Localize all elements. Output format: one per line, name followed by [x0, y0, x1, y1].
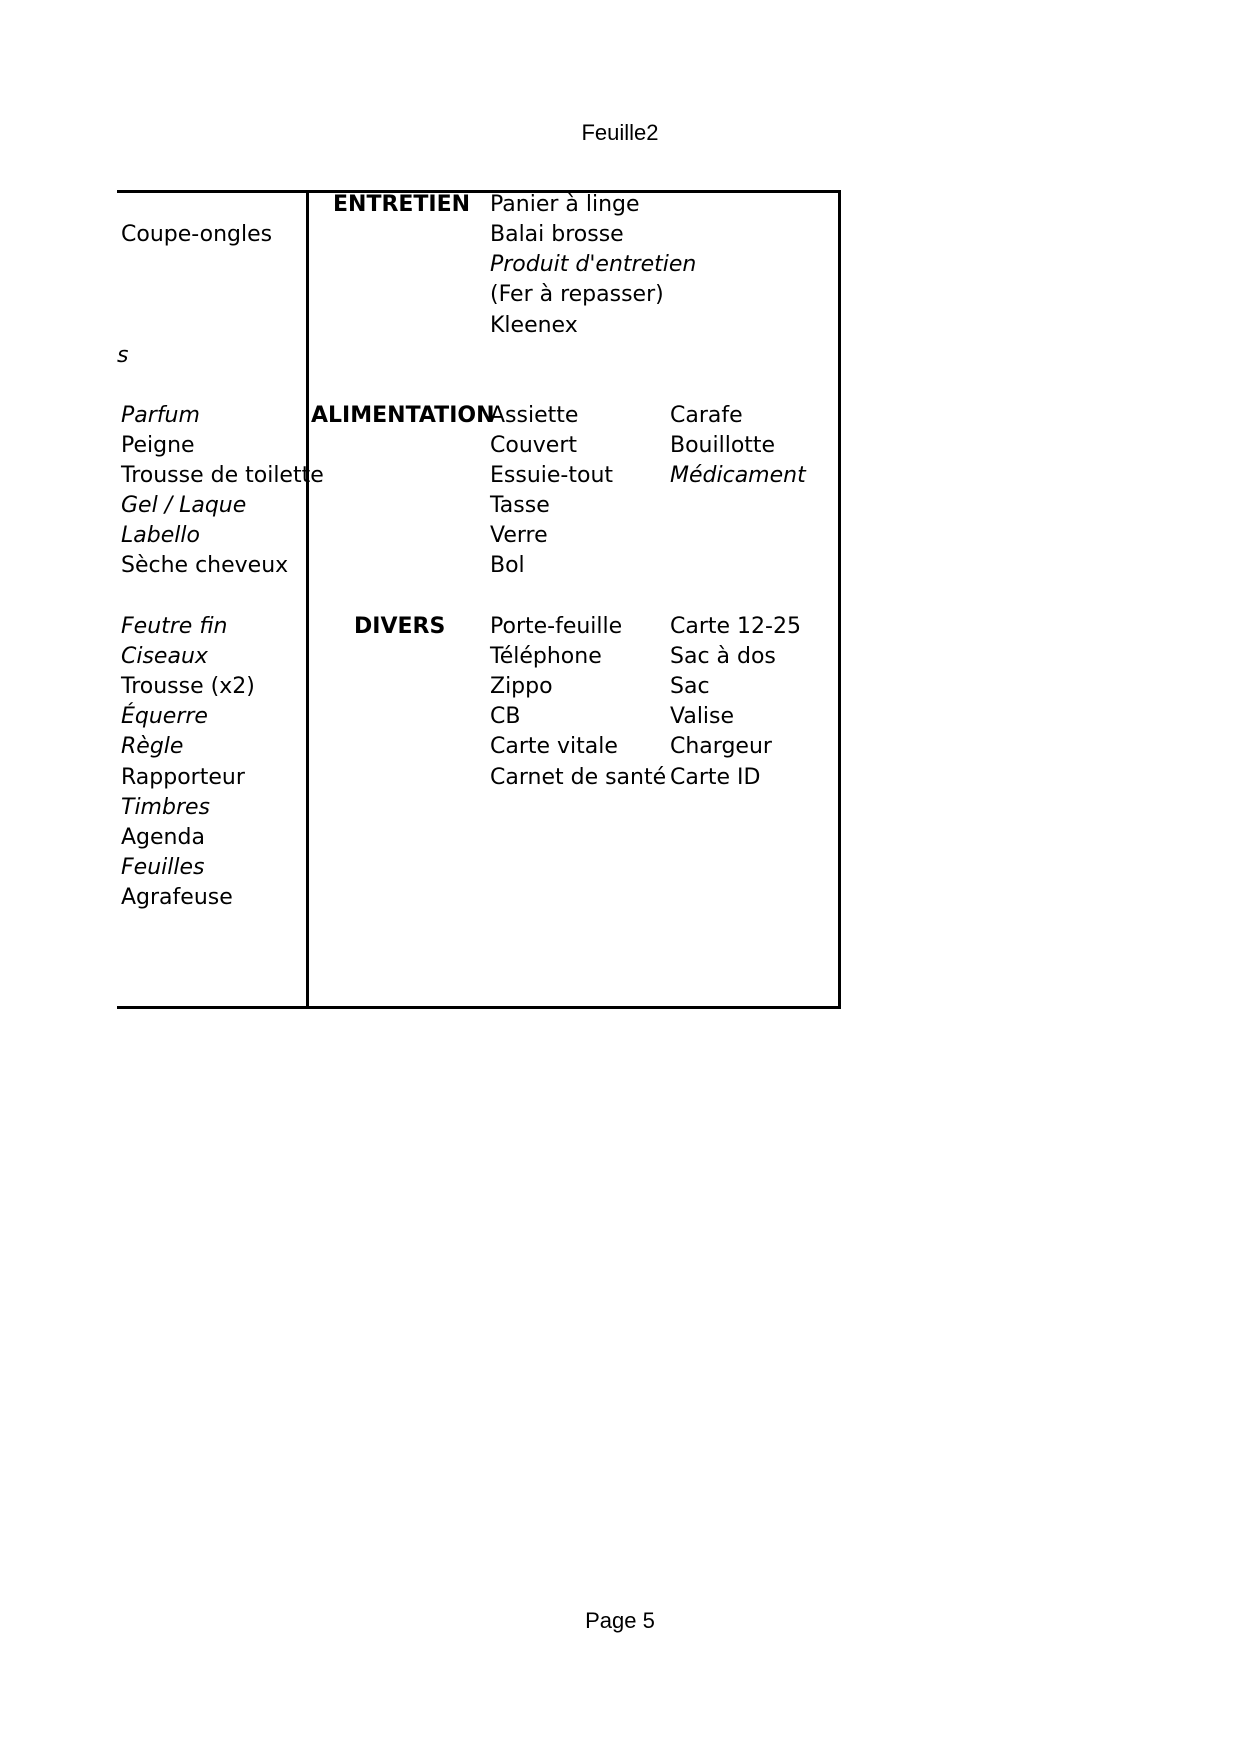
list-item: Médicament — [670, 463, 806, 488]
list-item: Trousse (x2) — [121, 674, 255, 699]
list-item: Feuilles — [121, 855, 205, 880]
list-item: Sac — [670, 674, 710, 699]
list-item: Bol — [490, 553, 525, 578]
list-item: Parfum — [121, 403, 200, 428]
list-item: Valise — [670, 704, 735, 729]
list-item: Gel / Laque — [121, 493, 247, 518]
list-item: Équerre — [121, 704, 208, 729]
category-divers: DIVERS — [354, 614, 446, 639]
table-top-border — [117, 190, 841, 193]
list-item: Trousse de toilette — [121, 463, 324, 488]
list-item: Agrafeuse — [121, 885, 233, 910]
list-item: Zippo — [490, 674, 553, 699]
sheet-title: Feuille2 — [581, 120, 659, 145]
list-item: Carte 12-25 — [670, 614, 801, 639]
list-item: Verre — [490, 523, 548, 548]
list-item: Produit d'entretien — [490, 252, 697, 277]
list-item: Chargeur — [670, 734, 772, 759]
list-item: (Fer à repasser) — [490, 282, 664, 307]
column-divider — [306, 190, 309, 1009]
list-item: Carnet de santé — [490, 765, 667, 790]
list-item: Timbres — [121, 795, 210, 820]
list-item: CB — [490, 704, 521, 729]
list-item: Coupe-ongles — [121, 222, 273, 247]
list-item: s — [117, 343, 129, 368]
list-item: Essuie-tout — [490, 463, 614, 488]
list-item: Couvert — [490, 433, 577, 458]
list-item: Tasse — [490, 493, 550, 518]
list-item: Peigne — [121, 433, 195, 458]
list-item: Téléphone — [490, 644, 602, 669]
list-item: Carafe — [670, 403, 743, 428]
table-right-border — [838, 190, 841, 1009]
category-alimentation: ALIMENTATION — [311, 403, 495, 428]
list-item: Règle — [121, 734, 184, 759]
list-item: Porte-feuille — [490, 614, 623, 639]
table-bottom-border — [117, 1006, 841, 1009]
list-item: Ciseaux — [121, 644, 208, 669]
list-item: Kleenex — [490, 313, 578, 338]
list-item: Assiette — [490, 403, 579, 428]
list-item: Carte vitale — [490, 734, 618, 759]
list-item: Feutre fin — [121, 614, 228, 639]
list-item: Rapporteur — [121, 765, 245, 790]
page-number: Page 5 — [585, 1608, 655, 1633]
list-item: Sac à dos — [670, 644, 776, 669]
list-item: Balai brosse — [490, 222, 624, 247]
list-item: Panier à linge — [490, 192, 640, 217]
list-item: Sèche cheveux — [121, 553, 289, 578]
category-entretien: ENTRETIEN — [333, 192, 471, 217]
list-item: Agenda — [121, 825, 205, 850]
list-item: Bouillotte — [670, 433, 776, 458]
list-item: Labello — [121, 523, 200, 548]
list-item: Carte ID — [670, 765, 761, 790]
